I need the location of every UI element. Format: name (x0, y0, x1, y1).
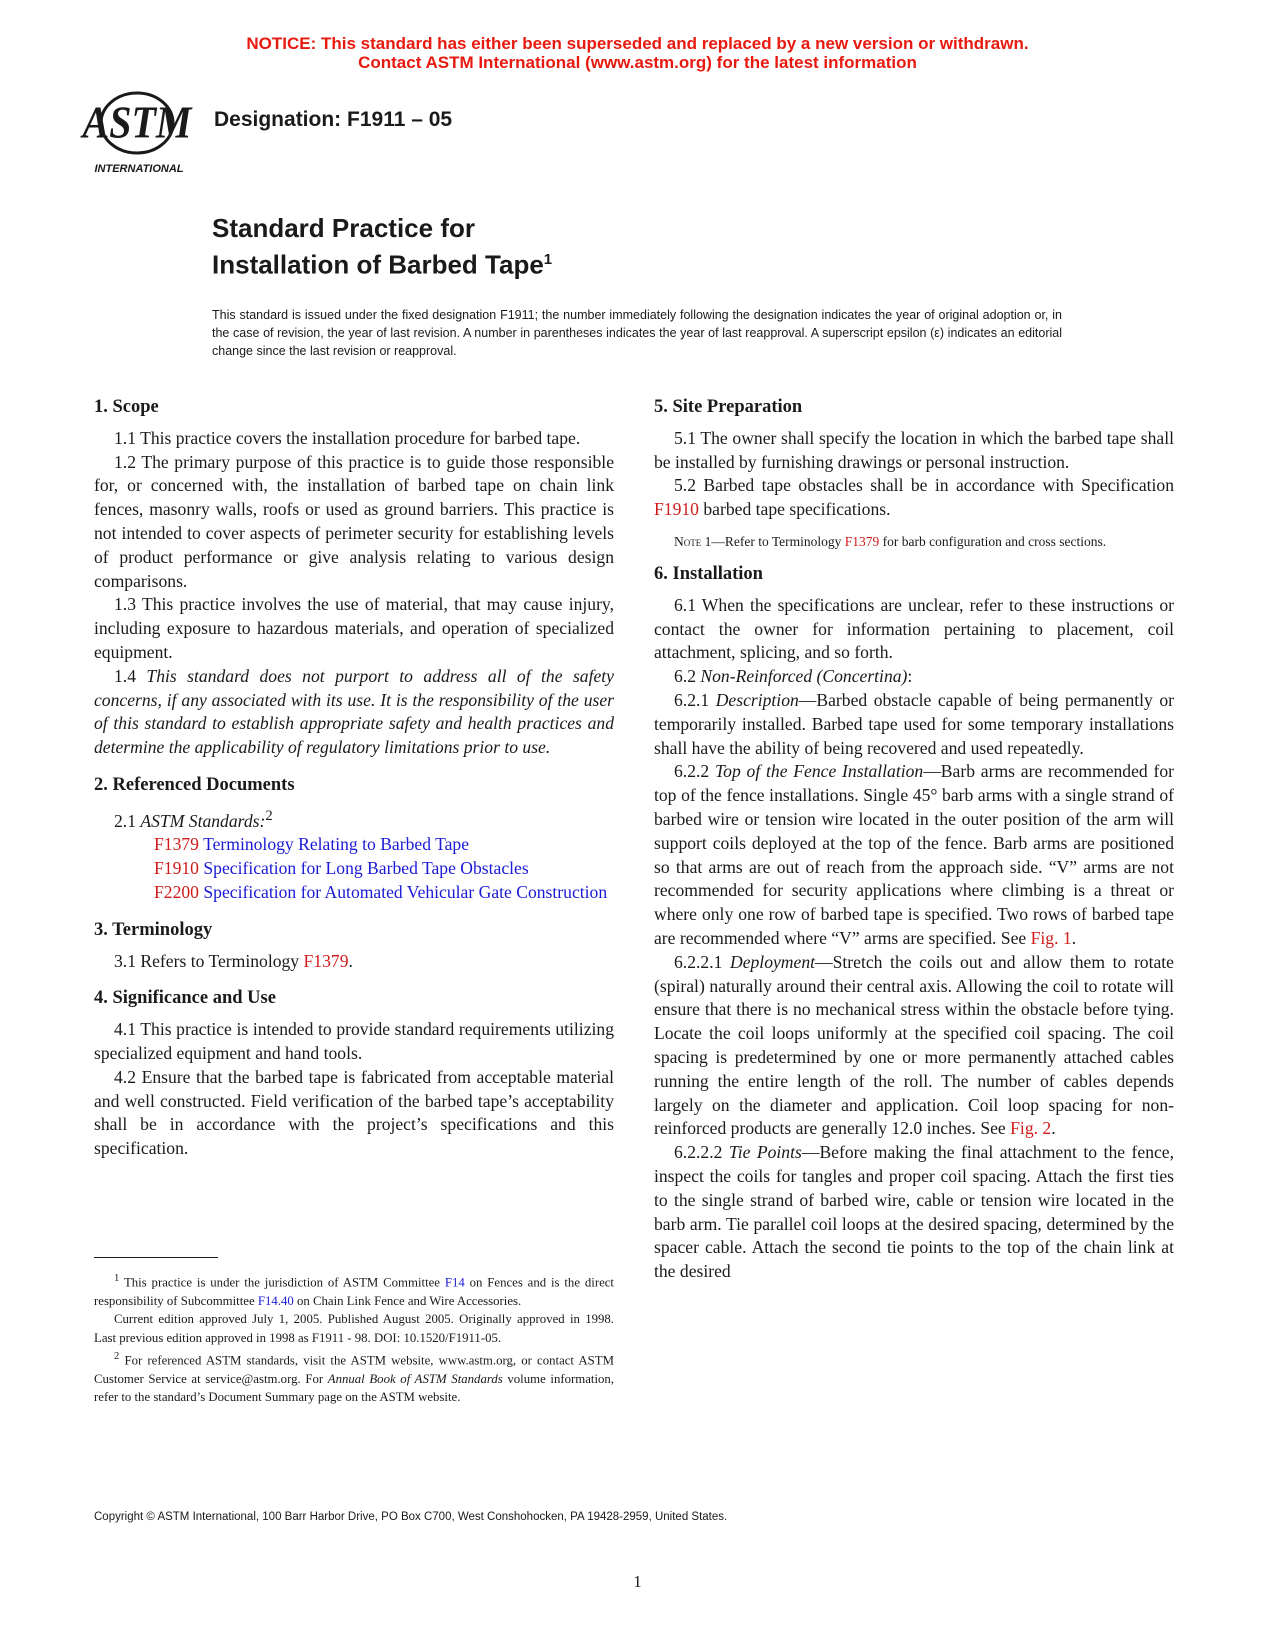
paragraph-6-2-1: 6.2.1 Description—Barbed obstacle capable of being permanently or temporarily installed. Barbed tape used for some temporary installations shall have the ability of being recovered and used repeatedly. (654, 689, 1174, 758)
link-fig-2[interactable]: Fig. 2 (1010, 1118, 1052, 1139)
paragraph-6-2-2-1: 6.2.2.1 Deployment—Stretch the coils out and allow them to rotate (spiral) naturally around their central axis. Allowing the coil to rotate will ensure that there is no mechanical stress within the obstacle before tying. Locate the coil loops uniformly at the specified coil spacing. The coil spacing is predetermined by one or more permanently attached cables running the entire length of the roll. The number of cables depends largely on the diameter and application. Coil loop spacing for non-reinforced products are generally 12.0 inches. See Fig. 2. (654, 951, 1174, 1139)
section-scope (94, 396, 614, 760)
footnote-2: $^2$ For referenced ASTM standards, visit the ASTM website, www.astm.org, or contact ASTM Customer Service at service@astm.org. For Annual Book of ASTM Standards volume information, refer to the standard’s Document Summary page on the ASTM website. (94, 1350, 615, 1405)
paragraph-1-2: 1.2 The primary purpose of this practice is to guide those responsible for, or concerned with, the installation of barbed tape on chain link fences, masonry walls, roofs or used as ground barriers. This practice is not intended to cover aspects of perimeter security for establishing levels of product performance or give analysis relating to various design comparisons. (94, 451, 614, 591)
site-prep-heading: 5. Site Preparation (654, 397, 803, 417)
link-f14-40[interactable]: F14.40 (257, 1293, 294, 1308)
page-number: 1 (633, 1572, 642, 1591)
scope-heading: 1. Scope (94, 397, 159, 417)
note-link-f1379[interactable]: F1379 (844, 533, 880, 549)
paragraph-4-2: 4.2 Ensure that the barbed tape is fabricated from acceptable material and well constructed. Field verification of the barbed tape’s acceptability shall be in accordance with the project’s specifications and this specification. (94, 1066, 614, 1159)
designation: Designation: F1911 – 05 (214, 108, 453, 131)
significance-heading: 4. Significance and Use (94, 988, 276, 1009)
section-installation (654, 563, 1174, 1284)
copyright-line: Copyright © ASTM International, 100 Barr Harbor Drive, PO Box C700, West Conshohocken, PA 19428-2959, United States. (94, 1511, 728, 1523)
footnote-1: $^1$ This practice is under the jurisdiction of ASTM Committee F14 on Fences and is the direct responsibility of Subcommittee F14.40 on Chain Link Fence and Wire Accessories. (94, 1273, 614, 1308)
note-1: Note 1—Refer to Terminology F1379 for barb configuration and cross sections. (674, 533, 1107, 549)
section-terminology (94, 919, 614, 974)
link-f1379[interactable]: F1379 (303, 950, 349, 971)
paragraph-5-2: 5.2 Barbed tape obstacles shall be in accordance with Specification F1910 barbed tape specifications. (654, 475, 1174, 520)
footnotes (94, 1270, 614, 1407)
reference-f2200[interactable]: F2200 Specification for Automated Vehicular Gate Construction (154, 882, 608, 902)
title-footnote-marker[interactable]: 1 (543, 251, 553, 268)
section-site-preparation (654, 396, 1174, 551)
paragraph-6-2-2: 6.2.2 Top of the Fence Installation—Barb arms are recommended for top of the fence installations. Single 45° barb arms with a single strand of barbed wire or tension wire located in the outer position of the arm will support coils deployed at the top of the fence. Barb arms are positioned so that arms are out of reach from the approach side. “V” arms are not recommended for security applications where climbing is a threat or where only one row of barbed tape is specified. Two rows of barbed tape are recommended where “V” arms are specified. See Fig. 1. (654, 761, 1175, 948)
svg-text:ASTM: ASTM (82, 98, 192, 149)
svg-text:INTERNATIONAL: INTERNATIONAL (94, 163, 184, 175)
paragraph-1-3: 1.3 This practice involves the use of material, that may cause injury, including exposure to hazardous materials, and operation of specialized equipment. (94, 594, 614, 662)
referenced-heading: 2. Referenced Documents (94, 774, 295, 795)
reference-f1379[interactable]: F1379 Terminology Relating to Barbed Tape (154, 834, 470, 855)
title-line-2: Installation of Barbed Tape$^1$ (212, 249, 553, 280)
reference-f1910[interactable]: F1910 Specification for Long Barbed Tape Obstacles (154, 858, 529, 879)
footnote-1-edition: Current edition approved July 1, 2005. Published August 2005. Originally approved in 1998. Last previous edition approved in 1998 as F1911 - 98. DOI: 10.1520/F1911-05. (94, 1312, 614, 1346)
notice-line-1: NOTICE: This standard has either been superseded and replaced by a new version or withdrawn. (246, 34, 1029, 53)
right-column (654, 396, 1174, 1298)
section-significance (94, 987, 614, 1161)
withdrawal-notice (0, 34, 1275, 72)
notice-line-2: Contact ASTM International (www.astm.org) for the latest information (358, 53, 917, 72)
paragraph-3-1: 3.1 Refers to Terminology F1379. (114, 950, 353, 971)
footnote-divider (94, 1257, 218, 1258)
section-referenced-documents (94, 774, 614, 905)
left-column (94, 396, 614, 1175)
installation-heading: 6. Installation (654, 563, 763, 584)
page-title (212, 213, 552, 281)
paragraph-4-1: 4.1 This practice is intended to provide standard requirements utilizing specialized equipment and hand tools. (94, 1019, 614, 1063)
paragraph-6-2: 6.2 Non-Reinforced (Concertina): (674, 666, 913, 687)
paragraph-1-1: 1.1 This practice covers the installation procedure for barbed tape. (114, 427, 581, 448)
title-line-1: Standard Practice for (212, 213, 475, 243)
link-f14[interactable]: F14 (444, 1275, 465, 1290)
paragraph-2-1: 2.1 ASTM Standards:$^2$ (114, 807, 273, 831)
paragraph-6-1: 6.1 When the specifications are unclear, refer to these instructions or contact the owner for information pertaining to placement, coil attachment, splicing, and so forth. (654, 594, 1174, 663)
astm-logo-icon (82, 86, 205, 176)
paragraph-1-4: 1.4 This standard does not purport to address all of the safety concerns, if any associated with its use. It is the responsibility of the user of this standard to establish appropriate safety and health practices and determine the applicability of regulatory limitations prior to use. (94, 665, 614, 758)
paragraph-5-1: 5.1 The owner shall specify the location in which the barbed tape shall be installed by furnishing drawings or personal instruction. (654, 427, 1174, 472)
issuance-statement: This standard is issued under the fixed designation F1911; the number immediately following the designation indicates the year of original adoption or, in the case of revision, the year of last revision. A number in parentheses indicates the year of last reapproval. A superscript epsilon (ε) indicates an editorial change since the last revision or reapproval. (212, 308, 1062, 358)
link-f1910[interactable]: F1910 (654, 499, 699, 520)
footnote-2-marker[interactable]: 2 (265, 807, 273, 824)
paragraph-6-2-2-2: 6.2.2.2 Tie Points—Before making the final attachment to the fence, inspect the coils for tangles and proper coil spacing. Attach the first ties to the single strand of barbed wire, cable or tension wire located in the barb arm. Tie parallel coil loops at the desired spacing, determined by the spacer cable. Attach the second tie points to the top of the chain link at the desired (654, 1142, 1175, 1282)
terminology-heading: 3. Terminology (94, 919, 213, 940)
link-fig-1[interactable]: Fig. 1 (1030, 927, 1072, 948)
